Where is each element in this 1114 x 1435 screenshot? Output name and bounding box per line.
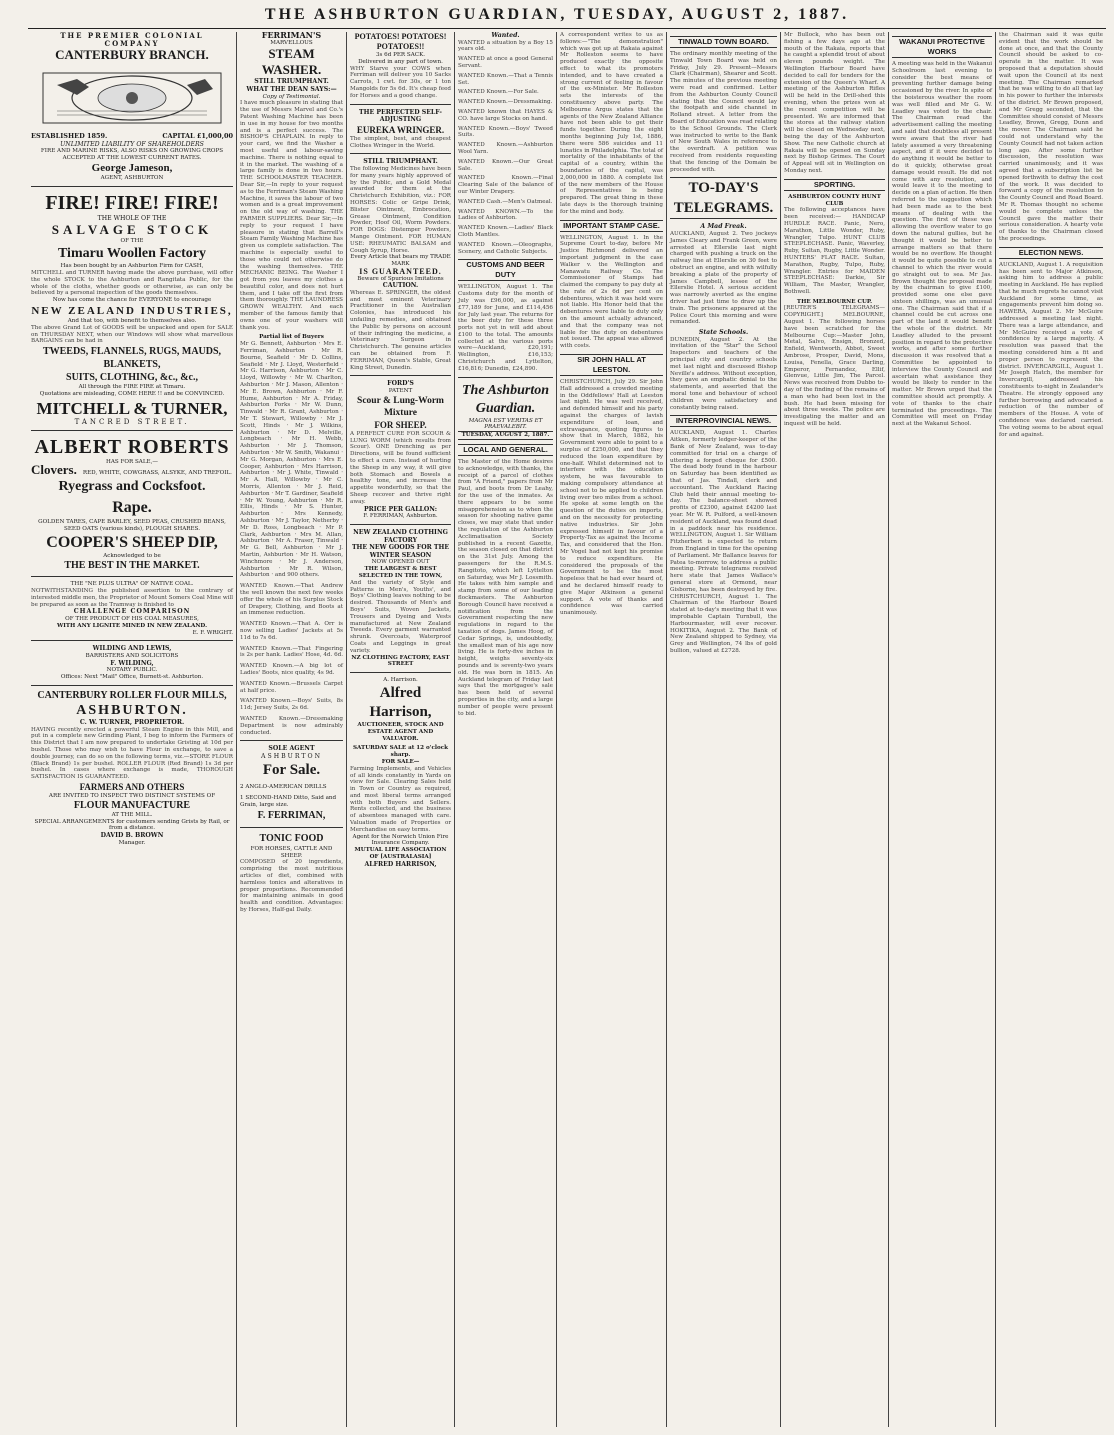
branch-heading: CANTERBURY BRANCH. [55, 47, 209, 63]
special-arrangements: SPECIAL ARRANGEMENTS for customers sending Grists by Rail, or from a distance. [34, 818, 230, 832]
manager: Manager. [118, 839, 146, 846]
sir-john-filler: CHRISTCHURCH, July 29. Sir John Hall addressed a crowded meeting in the Oddfellows' Hall at Leeston last night. He was well received, and defended himself and his party against the charges of lavish expenditure of loan, and extravagance, quoting figures to show that in March, 1882, his Government were able to point to a surplus of £250,000, and that they reduced the loan expenditure by one-half. Whilst determined not to interfere with the education system, he was favourable to making compulsory attendance at school not to be applied to children living over two miles from a school. He spoke at some length on the question of the duties on imports, and on the necessity for protecting native industries. Sir John expressed himself in favour of a Property-Tax as against the Income Tax, and considered that the Hon. Mr Vogel had not kept his promise to reduce expenditure. He considered the proposals of the Government to be the most hopeless that he had ever heard of, and he declared himself ready to give Major Atkinson a general support. A vote of thanks and confidence was carried unanimously. [560, 379, 663, 617]
wanted-7: WANTED Known.—Boys' Tweed Suits. [458, 125, 553, 139]
important-stamp-heading: IMPORTANT STAMP CASE. [560, 220, 663, 232]
interprovincial-filler: AUCKLAND, August 1. Charles Aitken, formerly ledger-keeper of the Bank of New Zealand, was to-day committed for trial on a charge of uttering a forged cheque for £500. The dead body found in the harbour on Saturday has been identified as that of Jas. Tindall, clerk and accountant. The Auckland Racing Club held their annual meeting to-day. The balance-sheet showed profits of £2300, against £4200 last year. Mr W. R. Pulford, a well-known resident of Auckland, was found dead in a paddock near his residence. WELLINGTON, August 1. Sir William Fitzherbert is expected to return from England in time for the opening of Parliament. Mr Ballance leaves for Patea to-morrow, to address a public meeting. Private telegrams received here state that James Wallace's general store at Ormond, near Gisborne, has been destroyed by fire. CHRISTCHURCH, August 1. The Chairman of the Harbour Board stated at to-day's meeting that it was improbable Captain Turnbull, the Harbourmaster, will ever recover. HOKITIKA, August 2. The Bank of New Zealand shipped to Sydney, via Grey and Wellington, 74 lbs of gold bullion, valued at £2728. [670, 430, 777, 654]
caution-filler: Whereas E. SPRINGER, the oldest and most eminent Veterinary Practitioner in the Australian Colonies, has introduced his unfailing remedies, and obtained the Public by persons on account of their infringing the medicine, a Veterinary Surgeon in Christchurch. The genuine articles can be obtained from F. FERRIMAN, Queen's Stable, Great King Street, Dunedin. [350, 289, 451, 371]
wanted-3: WANTED Known.—That a Tennis Set. [458, 72, 553, 86]
scour-filler: A PERFECT CURE FOR SCOUR & LUNG WORM (which results from Scour). ONE Drenching as per Directions, will be found sufficient to effect a cure. Instead of hurting the Sheep in any way, it will give both Stomach and Bowels a healthy tone, and increase the appetite wonderfully, so that the Sheep recover and thrive right away. [350, 430, 451, 505]
melbourne-filler: [REUTER'S TELEGRAMS—COPYRIGHT.] MELBOURNE, August 1. The following horses have been scratched for the Melbourne Cup:—Master John, Metal, Salvo, Ensign, Bronzed, Enfield, Wentworth, Abbot, Sweet Ambrose, Prosper, David, Mons, Louisa, Fenella, Grace Darling, Emperor, Fernandez, Ellif, Glenvue, Little Jim, The Parcel. News was received from Dubbo to-day of the finding of the remains of a man who had been lost in the bush. He had been missing for about three weeks. The police are investigating the matter and an inquest will be held. [784, 305, 885, 428]
has-for-sale: HAS FOR SALE,— [105, 459, 159, 466]
for-sale-heading: For Sale. [262, 762, 321, 779]
potatoes-filler: WHY Starve your COWS when Ferriman will deliver you 10 Sacks Carrots, 1 cwt. for 30s, or 1 ton Mangolds for 5s 6d. It's cheap feed for Horses and a good change. [350, 65, 451, 99]
benefit-text: And that too, with benefit to themselves also. [67, 317, 197, 324]
for-sale-harrison: FOR SALE— [381, 758, 420, 765]
col5-top-filler: A correspondent writes to us as follows:—"The demonstration" which was got up at Rakaia against Mr Rolleston seems to have produced exactly the opposite effect to what its promoters intended, and to have created a strong current of feeling in favour of the ex-Minister. Mr Rolleston sets the interests of the constituency above party. The Melbourne Argus states that the agents of the New Zealand Alliance have not been able to get their funds together. During the eight months beginning July 1st, 1886, there were 586 suicides and 11 lunatics in Philadelphia. The total of mortality of the inhabitants of the capital of a country, within the boundaries of the capital, was 2,000,000 in 1880. A complete list of the new members of the House of Representatives is being prepared. The great thing in these late days is the thorough training for the mind and body. [560, 32, 663, 215]
column-6 [666, 32, 780, 1427]
column-4 [454, 32, 556, 1427]
melbourne-cup: THE MELBOURNE CUP. [796, 298, 873, 305]
notary: NOTARY PUBLIC. [106, 667, 158, 674]
wanted-known-andrew: WANTED Known.—That Andrew the well known the next few weeks offer the whole of his Surplus Stock of Drapery, Clothing, and Boots at an immense reduction. [240, 583, 343, 617]
hunt-filler: The following acceptances have been received:— HANDICAP HURDLE RACE. Panic, Nero, Marathon, Little Wonder, Ruby, Wrangler, Tulpo. HUNT CLUB STEEPLECHASE. Panic, Waverley, Ruby, Sultan, Rugby, Little Wonder. HUNTERS' FLAT RACE. Sultan, Marathon, Rugby, Tulpo, Ruby, Wrangler. Entries for MAIDEN STEEPLECHASE: Darkie, Sir William, The Master, Wrangler, Bothwell. [784, 207, 885, 295]
mad-freak-filler: AUCKLAND, August 2. Two jockeys James Cleary and Frank Green, were arrested at Ellerslie last night charged with pushing a truck on the railway line at Ellerslie on 30 feet to obstruct an engine, and with wilfully breaking a plate of the property of James Campbell, lessee of the Ellerslie Hotel. A serious accident was narrowly averted as the engine driver had just time to draw up the train. The prisoners appeared at the Police Court this morning and were remanded. [670, 230, 777, 326]
customs-filler: WELLINGTON, August 1. The Customs duty for the month of July was £96,000, as against £77,189 for June, and £114,456 for July last year. The returns for the beer duty for these three ports not yet in will add about £100 to the total. The amounts collected at the various ports were—Auckland, £20,191; Wellington, £16,153; Christchurch and Lyttelton, £16,816; Dunedin, £24,890. [458, 284, 553, 372]
guaranteed: IS GUARANTEED. [359, 266, 442, 276]
hunt-club: ASHBURTON COUNTY HUNT CLUB [788, 193, 881, 207]
sole-agent-town: ASHBURTON [260, 752, 323, 760]
agent-role: AGENT, ASHBURTON [100, 174, 164, 181]
masthead-rule [28, 28, 1106, 29]
still-triumphant-2: STILL TRIUMPHANT. [363, 158, 438, 166]
wanted-known-carpet: WANTED Known.—Brussels Carpet at half price. [240, 680, 343, 694]
election-news-heading: ELECTION NEWS. [999, 247, 1103, 259]
tweeds-line: TWEEDS, FLANNELS, RUGS, MAUDS, BLANKETS, [42, 346, 222, 371]
invited: ARE INVITED TO INSPECT TWO DISTINCT SYSTEMS OF [48, 793, 216, 800]
potatoes: POTATOES! POTATOES! POTATOES!! [354, 32, 447, 51]
fords: FORD'S [387, 380, 414, 388]
of-the: OF THE [120, 238, 144, 245]
wanted-known-boots: WANTED Known.—A big lot of Ladies' Boots, nice quality, 4s 9d. [240, 663, 343, 676]
suits-line: SUITS, CLOTHING, &c., &c., [66, 372, 198, 384]
wanted-11: WANTED Cash.—Men's Oatmeal. [458, 198, 553, 205]
acknowledged: Acknowledged to be [103, 552, 161, 559]
harrison-filler: Farming Implements, and Vehicles of all kinds constantly in Yards on view for Sale. Clearing Sales held in Town or Country as required, and most liberal terms arranged with both Buyers and Sellers. Rents collected, and the business of absentees managed with care. Valuation made of Properties or Merchandise on easy terms. [350, 765, 451, 833]
ne-plus-ultra: THE "NE PLUS ULTRA" OF NATIVE COAL. [70, 581, 194, 588]
flour-manufacture: FLOUR MANUFACTURE [73, 799, 191, 811]
still-triumphant-1: STILL TRIUMPHANT. [254, 78, 329, 86]
wanted-13: WANTED Known.—Ladies' Black Cloth Mantles. [458, 225, 553, 238]
fords-patent: PATENT [388, 388, 413, 395]
ashburton-heading: ASHBURTON. [76, 703, 188, 719]
wanted-9: WANTED Known.—Our Great Sale. [458, 158, 553, 172]
tonic-filler: COMPOSED of 20 ingredients, comprising the most nutritious articles of diet, combined with harmless tonics and alteratives in proper proportions. Recommended for maintaining animals in good health and condition. Advantages: by Horses, Half-gal Daily. [240, 859, 343, 914]
medicines-filler: The following Medicines have been for many years highly approved of by the Public, and a Gold Medal awarded for them at the Christchurch Exhibition, viz.: FOR HORSES: Colic or Gripe Drink, Blister Ointment, Embrocation, Grease Ointment, Condition Powder, Hoof Oil, Worm Powders. FOR DOGS: Distemper Powders, Mange Ointment. FOR HUMAN USE: RHEUMATIC BALSAM and Cough Syrup, Horse. [350, 165, 451, 254]
wanted-5: WANTED Known.—Dressmaking. [458, 99, 553, 106]
trade-mark: Every Article that bears my TRADE MARK [350, 254, 451, 268]
nz-clothing-factory: NEW ZEALAND CLOTHING FACTORY [353, 529, 448, 544]
buyers-list-heading: Partial list of Buyers [259, 334, 324, 341]
guardian-title: The Ashburton Guardian. [461, 382, 549, 416]
perfected: THE PERFECTED SELF-ADJUSTING [359, 108, 442, 124]
new-goods: THE NEW GOODS FOR THE WINTER SEASON [351, 544, 450, 559]
harrison-small: A. Harrison. [383, 677, 418, 684]
risks-text: FIRE AND MARINE RISKS, ALSO RISKS ON GROWING CROPS ACCEPTED AT THE LOWEST CURRENT RATES. [40, 148, 224, 162]
wanted-known-dressmaking: WANTED Known.—Dressmaking Department is now admirably conducted. [240, 715, 343, 736]
guardian-date: TUESDAY, AUGUST 2, 1887. [458, 431, 553, 440]
mills-filler: HAVING recently erected a powerful Steam Engine in this Mill, and put in a complete new Grinding Plant, I beg to inform the Farmers of this District that I am now prepared to undertake Gristing at 10d per bushel. Those who may wish to have Flour in exchange, to save a double journey, can do so on the following terms, viz.—STORE FLOUR (Black Brand) 1s per bushel. ROLLER FLOUR (Red Brand) 1s 3d per bushel. In cases where exchange is made, THOROUGH SATISFACTION IS GUARANTEED. [31, 726, 233, 781]
at-the-mill: AT THE MILL. [111, 811, 153, 818]
eureka-simplest: The simplest, best, and cheapest Clothes Wringer in the World. [350, 135, 451, 149]
wanted-12: WANTED KNOWN.—To the Ladies of Ashburton. [458, 208, 553, 222]
golden-tares: GOLDEN TARES, CAPE BARLEY, SEED PEAS, CRUSHED BEANS, SEED OATS (various kinds), PLOUGH SHARES. [38, 518, 226, 532]
sole-agent: SOLE AGENT [268, 745, 315, 753]
canterbury-mills: CANTERBURY ROLLER FLOUR MILLS, [37, 690, 227, 702]
wanted-known-fingering: WANTED Known.—That Fingering is 2s per hank. Ladies' Hose, 4d. 6d. [240, 645, 343, 659]
timaru-factory: Timaru Woollen Factory [57, 246, 207, 262]
wanted-14: WANTED Known.—Oleographs, Scenery, and Catholic Subjects. [458, 241, 553, 255]
auctioneer: AUCTIONEER, STOCK AND ESTATE AGENT AND VALUATOR. [357, 721, 444, 742]
steam-washer: STEAM WASHER. [261, 46, 322, 78]
second-hand-drill: 1 SECOND-HAND Ditto, Said and Grain, large size. [240, 795, 337, 809]
what-dean-says: WHAT THE DEAN SAYS:— [246, 85, 337, 93]
newspaper-page [28, 32, 1106, 1427]
turner-proprietor: C. W. TURNER, PROPRIETOR. [79, 719, 185, 727]
notwithstanding: NOTWITHSTANDING the published assertion to the contrary of interested middle men, the Proprietor of Mount Somers Coal Mine will be prepared as soon as the Tramway is finished to [31, 588, 233, 608]
customs-heading: CUSTOMS AND BEER DUTY [458, 259, 553, 281]
mla: MUTUAL LIFE ASSOCIATION OF [AUSTRALASIA] [354, 847, 447, 861]
stamp-filler: WELLINGTON, August 1. In the Supreme Court to-day, before Mr Justice Richmond delivered an important judgment in the case Walker v. the Wellington and Manawatu Railway Co. The Commissioner of Stamps had claimed the company to pay duty at the rate of 2s 6d per cent on debentures, which it was held were not liable. His Honor held that the debentures were liable to duty only on the amount actually advanced, and that the company was not liable for the duty on debentures not issued. The appeal was allowed with costs. [560, 234, 663, 350]
per-sack: 3s 6d PER SACK. [375, 52, 426, 58]
fire-prices: All through the FIRE FIRE at Timaru. [78, 384, 186, 391]
guardian-motto: MAGNA EST VERITAS ET PRAEVALEBIT. [468, 417, 543, 431]
fire-heading: FIRE! FIRE! FIRE! [45, 191, 219, 214]
with-any-lignite: WITH ANY LIGNITE MINED IN NEW ZEALAND. [56, 622, 208, 629]
wanted-10: WANTED Known.—Final Clearing Sale of the balance of our Winter Drapery. [458, 175, 553, 195]
local-general-heading: LOCAL AND GENERAL. [458, 444, 553, 456]
quotations: Quotations are misleading, COME HERE !! and be CONVINCED. [39, 390, 225, 397]
tancred-street: TANCRED STREET. [74, 417, 190, 426]
state-schools: State Schools. [698, 329, 749, 337]
rape: Rape. [112, 498, 152, 516]
column-9 [995, 32, 1106, 1427]
for-horses: FOR HORSES, CATTLE AND SHEEP. [250, 845, 333, 859]
column-2 [236, 32, 346, 1427]
wanted-8: WANTED Known.—Ashburton Wool Yarn. [458, 142, 553, 155]
caution: CAUTION. [382, 282, 419, 290]
wanted-4: WANTED Known.—For Sale. [458, 89, 539, 96]
mad-freak: A Mad Freak. [700, 223, 747, 231]
wakanui-heading: WAKANUI PROTECTIVE WORKS [892, 36, 992, 58]
east-street: NZ CLOTHING FACTORY, EAST STREET [351, 654, 450, 668]
capital: CAPITAL £1,000,00 [162, 132, 233, 141]
tonic-food: TONIC FOOD [259, 832, 324, 844]
coopers-sheep-dip: COOPER'S SHEEP DIP, [46, 533, 218, 551]
wanted-1: WANTED a situation by a Boy 15 years old. [458, 39, 553, 53]
nz-industries: NEW ZEALAND INDUSTRIES, [31, 304, 233, 317]
albert-roberts: ALBERT ROBERTS [34, 436, 230, 459]
established: ESTABLISHED 1859. [31, 132, 108, 141]
coal-product: OF THE PRODUCT OF HIS COAL MEASURES, [65, 616, 199, 623]
clovers-list: RED, WHITE, COWGRASS, ALSYKE, AND TREFOIL. [82, 470, 232, 477]
farmers-others: FARMERS AND OTHERS [79, 782, 185, 793]
eureka-wringer: EUREKA WRINGER. [356, 124, 445, 135]
for-sheep: FOR SHEEP. [374, 419, 427, 430]
tinwald-heading: TINWALD TOWN BOARD. [670, 36, 777, 48]
best-in-market: THE BEST IN THE MARKET. [64, 560, 200, 572]
interprovincial-heading: INTERPROVINCIAL NEWS. [670, 415, 777, 427]
sir-john-hall-heading: SIR JOHN HALL AT LEESTON. [560, 354, 663, 376]
unlimited-liability: UNLIMITED LIABILITY OF SHAREHOLDERS [60, 140, 204, 148]
price-per-gallon: PRICE PER GALLON: [363, 505, 438, 513]
saturday-sale: SATURDAY SALE at 12 o'clock sharp. [352, 745, 448, 759]
masthead-title: THE ASHBURTON GUARDIAN, TUESDAY, AUGUST 2, 1887. [264, 6, 850, 23]
insurance-crest-logo [37, 65, 227, 131]
buyers-list: Mr G. Bennett, Ashburton · Mrs E. Ferriman, Ashburton · Mr R. Bourne, Seafield · Mr D. Collins, Seafield · Mr J. Lloyd, Westerfield · Mr G. Harrison, Ashburton · Mr C. Lloyd, Willowby · Mr W. Charlton, Ashburton · Mr J. Mason, Allenton · Mr E. Brown, Ashburton · Mr F. Hume, Ashburton · Mr A. Friday, Ashburton Forks · Mr W. Dunn, Tinwald · Mr R. Grant, Ashburton · Mr T. Stewart, Willowby · Mr J. Scott, Hinds · Mr J. Wilkins, Ashburton · Mr D. Melville, Longbeach · Mr H. Webb, Ashburton · Mr J. Thomson, Ashburton · Mr W. Smith, Wakanui · Mr G. Morgan, Ashburton · Mrs E. Cooper, Ashburton · Mrs Harrison, Ashburton · Mr J. White, Tinwald · Mr A. Hall, Willowby · Mr C. Morris, Allenton · Mr J. Reid, Ashburton · Mr T. Gardiner, Seafield · Mr W. Young, Ashburton · Mr R. Ellis, Hinds · Mr S. Hunter, Ashburton · Mrs Kennedy, Ashburton · Mr J. Taylor, Netherby · Mr D. Ross, Longbeach · Mr P. Clark, Ashburton · Mrs M. Allan, Ashburton · Mr A. Fraser, Tinwald · Mr G. Bell, Ashburton · Mr J. Martin, Ashburton · Mr H. Watson, Winchmore · Mr J. Anderson, Ashburton · Mr R. Wilson, Ashburton · and 900 others. [240, 341, 343, 579]
column-3 [346, 32, 454, 1427]
column-5 [556, 32, 666, 1427]
now-opened: NOW OPENED OUT [371, 559, 430, 566]
clothing-filler: And the variety of Style and Patterns in Men's, Youths', and Boys' Clothing leaves nothing to be desired. Thousands of Men's and Boys' Suits, Woven Jackets, Trousers and Dyeing and Vests manufactured at New Zealand Tweeds. Every garment warranted shrunk. Overcoats, Waterproof Coats and Leggings in great variety. [350, 579, 451, 654]
col7-top-filler: Mr Bullock, who has been out fishing a few days ago at the mouth of the Rakaia, reports that he caught a splendid trout of about eleven pounds weight. The Wellington Harbour Board have decided to call for tenders for the extension of the Queen's Wharf. A meeting of the Ashburton Rifles will be held in the Drill-shed this evening, when the prizes won at the recent competition will be presented. We are informed that the stores at the railway station will be closed on Wednesday next, being the day of the Ashburton Show. The new Catholic church at Rakaia will be opened on Sunday next by Bishop Grimes. The Court of Appeal will sit in Wellington on Monday next. [784, 32, 885, 174]
wanted-heading: Wanted. [491, 32, 520, 39]
wanted-2: WANTED at once a good General Servant. [458, 56, 553, 69]
offices: Offices: Next "Mail" Office, Burnett-st. Ashburton. [60, 674, 204, 681]
alfred-harrison: Alfred Harrison, [369, 684, 432, 720]
column-7 [780, 32, 888, 1427]
now-has: Now has come the chance for EVERYONE to encourage [52, 297, 212, 304]
wanted-known-jackets: WANTED Known.—That A. Orr is now selling Ladies' Jackets at 5s 11d to 7s 6d. [240, 621, 343, 641]
wanted-6: WANTED known that HAYES & CO. have large Stocks on hand. [458, 108, 553, 122]
state-schools-filler: DUNEDIN, August 2. At the invitation of the "Star" the School Inspectors and teachers of the principal city and country schools met last night and discussed Bishop Neville's address. Without exception, they gave an emphatic denial to the statements, and asserted that the moral tone and behaviour of school children were satisfactory and constantly being raised. [670, 336, 777, 411]
delivered: Delivered in any part of town. [358, 58, 443, 65]
challenge: CHALLENGE COMPARISON [73, 608, 191, 616]
local-filler: The Master of the Home desires to acknowledge, with thanks, the receipt of a parcel of clothes from "A Friend," papers from Mr Paul, and boots from Dr Leahy, for the use of the inmates. As there appears to be some misapprehension as to when the season for shooting native game closes, we may state that under the regulation of the Ashburton Acclimatisation Society published in a recent Gazette, the season closed on that district on the 31st July. Among the passengers for the R.M.S. Rangitoto, which left Lyttelton on Saturday, was Mr J. Lossmith. He takes with him sample and stamp from some of our leading flockmasters. The Ashburton Borough Council have received a notification from the Government respecting the new regulations in regard to the taxation of dogs. James Hoog, of Cedar Springs, is, undoubtedly, the smallest man of his age now living. He is forty-five inches in height, weighs seventy-six pounds and is seventy-two years old. He was born in 1815. An Auckland telegram of Friday last says that the mortgagee's sale has been held of several properties in the city, and a large number of people were present to bid. [458, 459, 553, 717]
scour-mixture: Scour & Lung-Worm Mixture [357, 395, 444, 418]
largest-selected: THE LARGEST & BEST SELECTED IN THE TOWN, [358, 566, 443, 579]
column-1 [28, 32, 236, 1427]
masthead [0, 0, 1114, 30]
wilding-lewis: WILDING AND LEWIS, [92, 645, 172, 653]
clovers: Clovers. [31, 462, 77, 478]
whole-of-the: THE WHOLE OF THE [97, 214, 167, 222]
col9-top-filler: the Chairman said it was quite evident that the work should be done at once, and that the County Council should be asked to co-operate in the matter. It was proposed that a deputation should wait upon the Council at its next meeting. The Chairman remarked that he was willing to do all that lay in his power to further the interests of the district. Mr Brown proposed, and Mr Gregg seconded, that the Committee should consist of Messrs Leadley, Brown, Gregg, Dunn and the mover. The Chairman said he could not understand why the County Council had not taken action long ago. After some further discussion, the resolution was carried unanimously, and it was agreed that a subscription list be opened forthwith to defray the cost of the work. It was decided to forward a copy of the resolution to the County Council and Road Board. Mr R. Thomas thought no scheme would be complete unless the Council gave the matter their serious consideration. A hearty vote of thanks to the Chairman closed the proceedings. [999, 32, 1103, 242]
company-line: THE PREMIER COLONIAL COMPANY [60, 32, 204, 48]
sporting-heading: SPORTING. [784, 179, 885, 191]
david-brown: DAVID B. BROWN [100, 832, 164, 840]
fferriman-col3: F. FERRIMAN, Ashburton. [363, 513, 438, 520]
mitchell-paragraph: MITCHELL and TURNER having made the above purchase, will offer the whole STOCK to the Ashburton and Rangitata Public, for the whole of the cloths, whether goods or otherwise, as can only be believed by a personal inspection of the goods themselves. [31, 269, 233, 297]
wakanui-filler: A meeting was held in the Wakanui Schoolroom last evening to consider the best means of preventing further damage being occasioned by the river. In spite of the boisterous weather the room was well filled and Mr G. W. Leadley was voted to the chair. The Chairman read the advertisement calling the meeting and said that doubtless all present were aware that the river had lately assumed a very threatening aspect, and if it were decided to do anything it would be better to do it quickly, otherwise great damage would result. He did not come with any resolution, and would leave it to the meeting to decide on a plan of action. He then referred to the suggestion which had been made as to the best means of dealing with the question. The first of these was allowing the overflow water to go down the natural gullies, but he thought it would be better to arrange matters so that there would be no overflow. He thought it would be quite possible to cut a channel to which the river would go straight out to sea. Mr Jas. Brown thought the proposal made by the chairman to give £100, provided some one else gave sixteen shillings, was an unusual one. The Chairman said that if a channel could be cut across one part of the land it would benefit the whole of the district. Mr Leadley alluded to the present position in regard to the protective works, and after some further discussion it was resolved that a Committee be appointed to interview the County Council and ascertain what assistance they would be likely to render in the matter. Mr Brown urged that the committee should act promptly. A vote of thanks to the chair terminated the proceedings. The Committee will meet on Friday next at the Wakanui School. [892, 61, 992, 428]
alfred-harrison-caps: ALFRED HARRISON, [364, 860, 437, 868]
tinwald-filler: The ordinary monthly meeting of the Tinwald Town Board was held on Friday, July 29. Present—Messrs Clark (Chairman), Shearer and Scott. The minutes of the previous meeting were read and confirmed. Letter from the Ashburton County Council stating that the Council would lay the footpath and side channel in Rolland street. A letter from the Board of Education was read relating to the School Grounds. The Clerk was instructed to write to the Bank of New South Wales in reference to the overdraft. A petition was received from residents requesting that the fencing of the Domain be proceeded with. [670, 51, 777, 173]
salvage-stock: SALVAGE STOCK [51, 222, 213, 238]
testimonials-filler: I have much pleasure in stating that the use of Messrs Marvel and Co.'s Patent Washing Machine has been in use in my house for two months and is a perfect success. The BISHOP'S CHAPLAIN. In reply to your card, we find the Washer a most useful and labour-saving machine. There is nothing equal to it in the market. The washing of a large family is done in two hours. THE SCHOOLMASTER TEACHER. Dear Sir,—In reply to your request as to the Ferriman's Steam Washing Machine, it saves the labour of two women and is a great improvement on the old way of washing. THE FARMER SUPPLIERS. Dear Sir,—In reply to your request I have pleasure in stating that Barrell's Steam Family Washing Machine has given us complete satisfaction. The machine is especially useful to those who could not otherwise do the washing themselves. THE MECHANIC BEING. The Washer I got from you leaves my clothes a beautiful color, and does not hurt them, and I take off the first from them thoroughly. THE LAUNDRESS GROWN WEALTHY. And each member of the famous family that owns one of your washers will thank you. [240, 100, 343, 331]
column-8 [888, 32, 995, 1427]
wanted-known-boys-suits: WANTED Known.—Boys' Suits, 8s 11d; Jersey Suits, 2s 6d. [240, 698, 343, 712]
beware: Beware of Spurious Imitations [357, 275, 444, 282]
wright: E. F. WRIGHT. [192, 629, 233, 636]
agent-norwich: Agent for the Norwich Union Fire Insurance Company. [352, 833, 449, 847]
ferrimans: FERRIMAN'S [261, 32, 322, 40]
grand-lot-text: The above Grand Lot of GOODS will be unpacked and open for SALE on THURSDAY NEXT, when our Windows will show what marvellous BARGAINS can be had in [31, 324, 233, 345]
mitchell-turner: MITCHELL & TURNER, [36, 398, 228, 418]
election-filler: AUCKLAND, August 1. A requisition has been sent to Major Atkinson, asking him to address a public meeting in Auckland. He has replied that he much regrets he cannot visit Auckland for some time, as engagements prevent him doing so. HAWERA, August 2. Mr McGuire addressed a meeting last night. There was a large attendance, and Mr McGuire received a vote of confidence by a large majority. A resolution was passed that the meeting considered him a fit and proper person to represent the district. INVERCARGILL, August 1. Mr Joseph Hatch, the member for Invercargill, addressed his constituents to-night in Zealander's Theatre. He strongly opposed any further borrowing and advocated a reduction of the number of members of the House. A vote of confidence was declared carried. The voting seems to be about equal for and against. [999, 261, 1103, 438]
f-ferriman: F. FERRIMAN, [257, 809, 326, 821]
todays-telegrams: TO-DAY'S TELEGRAMS. [670, 177, 777, 219]
bought-text: Has been bought by an Ashburton Firm for CASH, [60, 263, 204, 270]
anglo-drills: 2 ANGLO-AMERICAN DRILLS [240, 784, 327, 791]
marvellous: MARVELLOUS [270, 39, 313, 46]
ryegrass: Ryegrass and Cocksfoot. [58, 478, 206, 494]
testimonial-heading: Copy of Testimonial. [262, 93, 321, 100]
barristers: BARRISTERS AND SOLICITORS [85, 653, 179, 660]
f-wilding: F. WILDING, [110, 659, 154, 667]
agent-name: George Jameson, [91, 161, 173, 174]
